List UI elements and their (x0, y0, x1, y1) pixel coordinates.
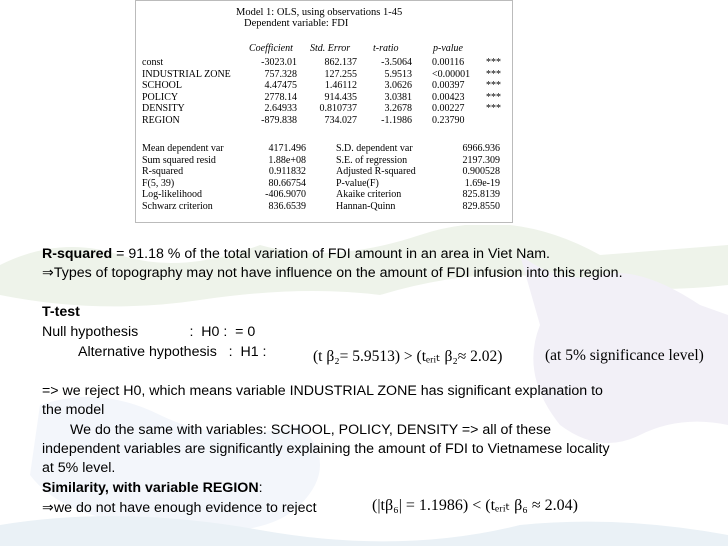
significance-level-note: (at 5% significance level) (545, 347, 704, 364)
t-statistic-comparison-region: (|tβ₆| = 1.1986) < (tₑᵣᵢₜ β₆ ≈ 2.04) (372, 497, 578, 514)
coef-p-cell: 0.00227 (432, 103, 465, 115)
coef-p-cell: 0.23790 (432, 115, 465, 126)
coef-name-cell: INDUSTRIAL ZONE (142, 68, 231, 80)
stat-v2-cell: 0.900528 (462, 166, 500, 178)
coef-se-cell: 127.255 (324, 68, 357, 80)
coef-se-cell: 734.027 (324, 115, 357, 126)
null-hypothesis: Null hypothesis : H0 : = 0 (42, 324, 256, 340)
ols-title-depvar: Dependent variable: FDI (244, 18, 349, 30)
header-p-value: p-value (433, 43, 463, 54)
coef-name-cell: SCHOOL (142, 80, 183, 92)
coef-se-cell: 914.435 (324, 91, 357, 103)
stat-v1-cell: 0.911832 (268, 166, 306, 178)
coef-t-cell: 3.2678 (384, 103, 412, 115)
coef-name-cell: DENSITY (142, 103, 185, 115)
r-squared-value: = 91.18 % (112, 246, 181, 262)
header-std-error: Std. Error (310, 43, 351, 54)
region-heading (42, 479, 263, 498)
stat-v1-cell: 836.6539 (268, 201, 306, 212)
stat-v1-cell: 80.66754 (268, 177, 306, 189)
coef-p-cell: <0.00001 (432, 68, 471, 80)
coef-p-cell: 0.00116 (432, 57, 465, 68)
region-colon: : (258, 480, 263, 496)
coef-t-cell: -3.5064 (381, 57, 412, 68)
coef-coef-cell: -879.838 (261, 115, 297, 126)
other-variables-line2: independent variables are significantly explaining the amount of FDI to Vietnamese locality (42, 441, 610, 457)
reject-h0-line2: the model (42, 402, 105, 418)
region-variable-name: REGION (202, 480, 259, 496)
coef-name-cell: POLICY (142, 91, 179, 103)
coef-stars-cell: *** (486, 57, 501, 68)
coef-stars-cell: *** (486, 103, 501, 115)
r-squared-explanation: of the total variation of FDI amount in an area in Viet Nam. (180, 246, 551, 262)
stat-l1-cell: Schwarz criterion (142, 201, 213, 212)
stat-l1-cell: F(5, 39) (142, 177, 175, 189)
header-coefficient: Coefficient (249, 43, 293, 54)
t-statistic-comparison-industrial: (t β₂= 5.9513) > (tₑᵣᵢₜ β₂≈ 2.02) (313, 348, 503, 365)
coef-t-cell: 5.9513 (384, 68, 412, 80)
stat-v1-cell: -406.9070 (265, 189, 306, 201)
coef-t-cell: -1.1986 (381, 115, 412, 126)
coef-se-cell: 1.46112 (324, 80, 357, 92)
coef-stars-cell: *** (486, 68, 501, 80)
r-squared-label: R-squared (42, 246, 113, 262)
coef-p-cell: 0.00423 (432, 91, 465, 103)
ols-title-model: Model 1: OLS, using observations 1-45 (236, 7, 403, 18)
coef-se-cell: 862.137 (324, 57, 357, 68)
coef-coef-cell: 2778.14 (264, 91, 297, 103)
coef-coef-cell: 757.328 (264, 68, 297, 80)
coef-name-cell: const (142, 57, 164, 68)
stat-v2-cell: 2197.309 (462, 154, 500, 166)
coef-coef-cell: 2.64933 (264, 103, 297, 115)
stat-l1-cell: Sum squared resid (142, 154, 216, 166)
t-test-heading: T-test (42, 304, 80, 320)
stat-v2-cell: 829.8550 (462, 201, 500, 212)
coef-coef-cell: 4.47475 (264, 80, 297, 92)
stat-l2-cell: Hannan-Quinn (336, 201, 396, 212)
other-variables-line3: at 5% level. (42, 460, 116, 476)
stat-l1-cell: Log-likelihood (142, 189, 202, 201)
header-t-ratio: t-ratio (373, 43, 399, 54)
stat-l2-cell: S.E. of regression (336, 154, 408, 166)
topography-conclusion: ⇒Types of topography may not have influence on the amount of FDI infusion into this region. (42, 265, 623, 281)
stat-l2-cell: S.D. dependent var (336, 143, 413, 154)
similarity-label: Similarity, with variable (42, 480, 203, 496)
coef-t-cell: 3.0381 (384, 91, 412, 103)
no-evidence-line: ⇒we do not have enough evidence to reject (42, 500, 317, 516)
ols-title (236, 7, 416, 30)
reject-h0-line1: => we reject H0, which means variable INDUSTRIAL ZONE has significant explanation to (42, 383, 603, 399)
stat-l1-cell: R-squared (142, 166, 184, 178)
stat-v1-cell: 1.88e+08 (268, 154, 306, 166)
stat-v2-cell: 825.8139 (462, 189, 500, 201)
ols-regression-output (135, 0, 513, 223)
stat-l2-cell: Akaike criterion (336, 189, 402, 201)
coef-stars-cell: *** (486, 91, 501, 103)
stat-l1-cell: Mean dependent var (142, 143, 224, 154)
stat-l2-cell: P-value(F) (336, 177, 379, 189)
coef-p-cell: 0.00397 (432, 80, 465, 92)
stat-v1-cell: 4171.496 (268, 143, 306, 154)
coef-stars-cell: *** (486, 80, 501, 92)
stat-v2-cell: 6966.936 (462, 143, 500, 154)
coef-se-cell: 0.810737 (319, 103, 357, 115)
coef-t-cell: 3.0626 (384, 80, 412, 92)
r-squared-line (42, 245, 550, 264)
coef-coef-cell: -3023.01 (261, 57, 297, 68)
stat-l2-cell: Adjusted R-squared (336, 166, 416, 178)
coef-name-cell: REGION (142, 115, 180, 126)
alternative-hypothesis: Alternative hypothesis : H1 : (78, 344, 267, 360)
stat-v2-cell: 1.69e-19 (464, 177, 500, 189)
other-variables-line1: We do the same with variables: SCHOOL, POLICY, DENSITY => all of these (70, 422, 552, 438)
